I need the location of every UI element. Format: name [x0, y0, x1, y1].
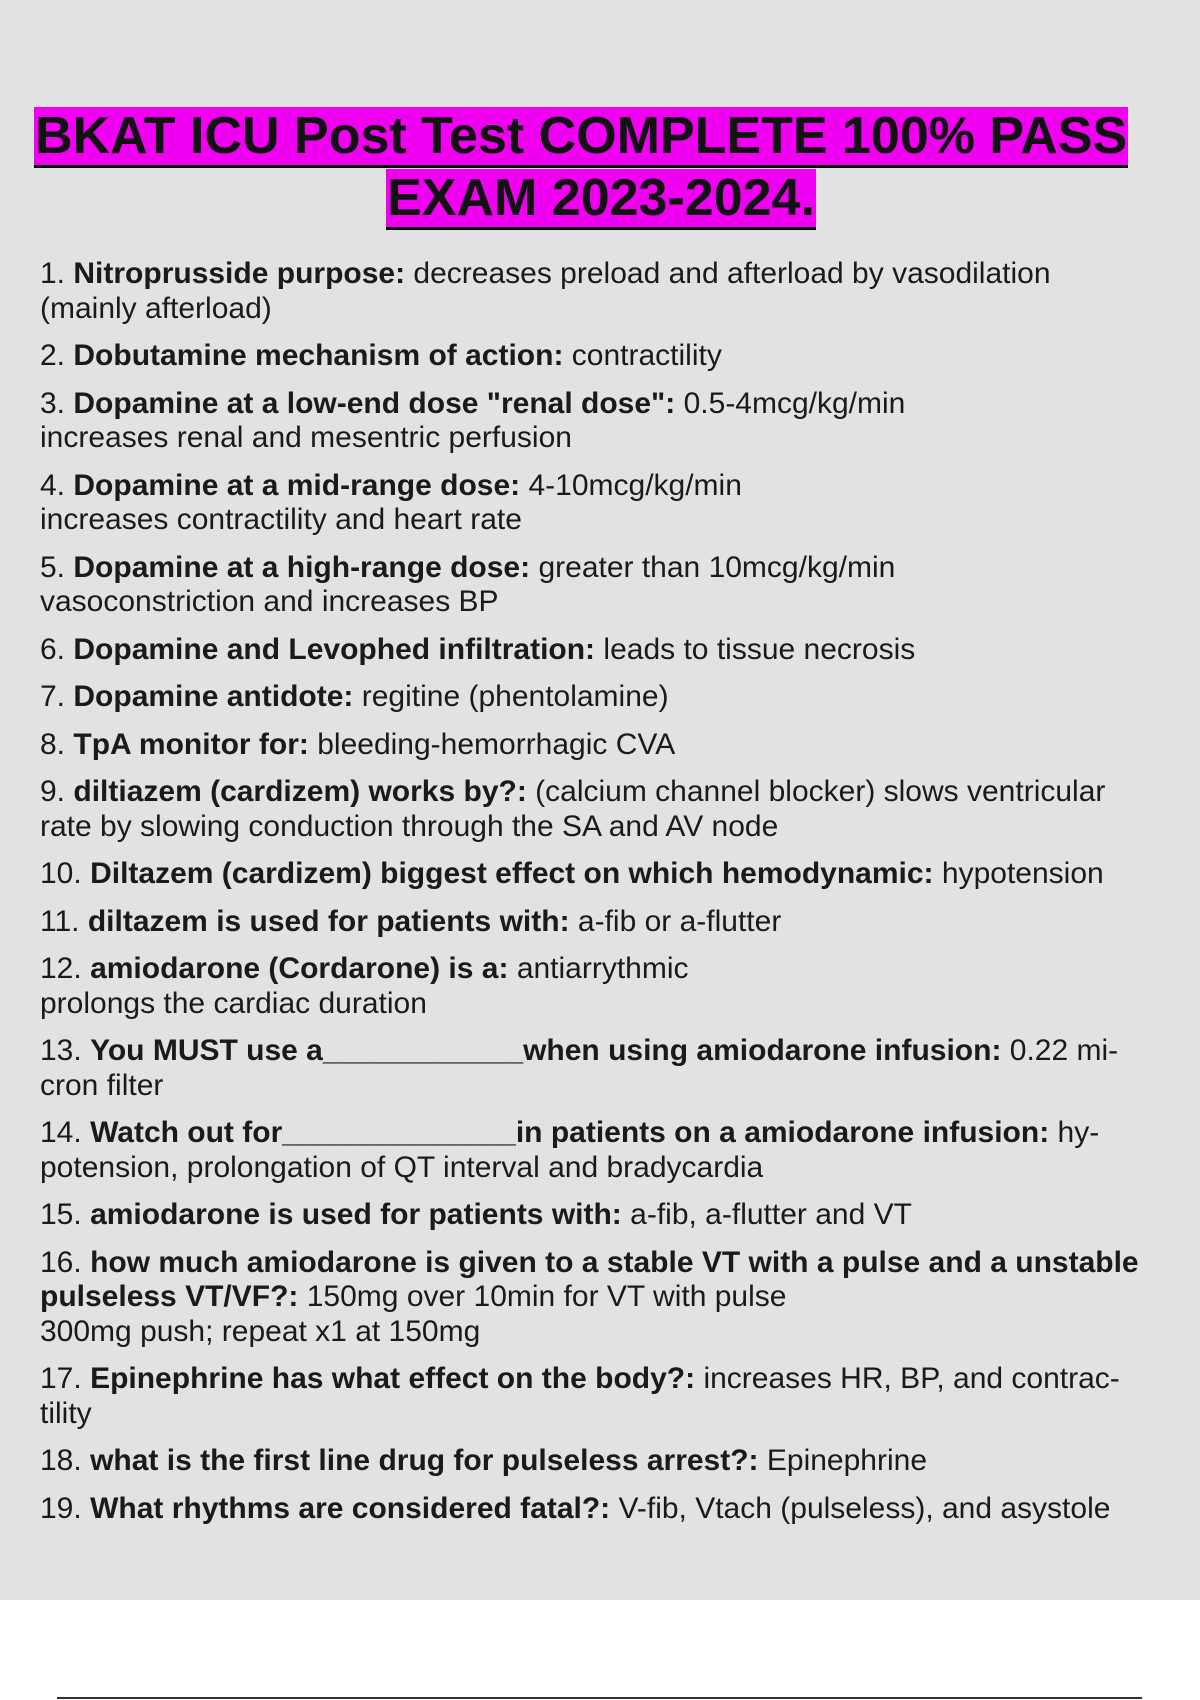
question-item [40, 952, 1200, 1021]
question-text: diltiazem (cardizem) works by?: [73, 775, 527, 808]
item-number: 6. [40, 632, 66, 666]
question-text: amiodarone (Cordarone) is a: [90, 952, 509, 985]
answer-text: contractility [571, 339, 722, 372]
question-item [40, 905, 1200, 940]
answer-text: 0.5-4mcg/kg/min increases renal and mesentric perfusion [40, 386, 906, 454]
title-line-2 [0, 167, 1200, 229]
question-item [40, 257, 1200, 326]
item-number: 12. [40, 952, 82, 985]
item-number: 17. [40, 1362, 82, 1395]
answer-text: (calcium channel blocker) slows ventricular rate by slowing conduction through the SA and AV node [40, 775, 1106, 843]
question-item [40, 469, 1200, 538]
question-text: what is the first line drug for pulseless arrest?: [90, 1444, 759, 1477]
question-item [40, 680, 1200, 715]
question-text: amiodarone is used for patients with: [90, 1198, 622, 1231]
question-text: Dopamine antidote: [73, 680, 354, 713]
item-number: 7. [40, 680, 66, 713]
question-item [40, 1198, 1200, 1233]
answer-text: hy- potension, prolongation of QT interval and bradycardia [40, 1116, 1100, 1184]
title-line-2-text: EXAM 2023-2024. [386, 169, 816, 230]
page-title [32, 105, 1200, 229]
answer-text: leads to tissue necrosis [603, 632, 916, 666]
question-item [40, 857, 1200, 892]
answer-text: V-fib, Vtach (pulseless), and asystole [618, 1491, 1111, 1525]
question-item [40, 1362, 1200, 1431]
item-number: 11. [40, 904, 80, 938]
question-item [40, 1116, 1200, 1185]
question-text: Dopamine and Levophed infiltration: [73, 632, 596, 666]
item-number: 15. [40, 1198, 82, 1231]
answer-text: 4-10mcg/kg/min increases contractility and heart rate [40, 468, 742, 536]
question-item [40, 1444, 1200, 1479]
answer-text: hypotension [941, 857, 1104, 890]
question-list [40, 257, 1200, 1539]
item-number: 14. [40, 1116, 82, 1149]
question-text: Watch out for______________in patients on a amiodarone infusion: [90, 1116, 1050, 1149]
page-divider [57, 1697, 1142, 1699]
question-text: Dopamine at a low-end dose "renal dose": [73, 386, 676, 420]
item-number: 1. [40, 257, 66, 290]
question-text: diltazem is used for patients with: [87, 904, 570, 938]
question-text: You MUST use a____________when using amiodarone infusion: [90, 1034, 1002, 1067]
item-number: 5. [40, 550, 66, 584]
answer-text: Epinephrine [766, 1444, 928, 1477]
question-text: Dopamine at a high-range dose: [73, 550, 531, 584]
item-number: 19. [40, 1491, 82, 1525]
title-line-1-text: BKAT ICU Post Test COMPLETE 100% PASS [34, 107, 1128, 168]
question-item [40, 633, 1200, 668]
question-text: how much amiodarone is given to a stable VT with a pulse and a unstable pulseless VT/VF?: [40, 1245, 1139, 1313]
item-number: 4. [40, 468, 66, 502]
question-text: Dopamine at a mid-range dose: [73, 468, 521, 502]
answer-text: a-fib, a-flutter and VT [630, 1198, 912, 1231]
question-item [40, 775, 1200, 844]
answer-text: antiarrythmic prolongs the cardiac duration [40, 952, 689, 1020]
answer-text: increases HR, BP, and contrac- tility [40, 1362, 1120, 1430]
question-item [40, 1246, 1200, 1350]
question-item [40, 339, 1200, 374]
item-number: 10. [40, 857, 82, 890]
answer-text: regitine (phentolamine) [361, 680, 669, 713]
question-text: TpA monitor for: [73, 727, 309, 761]
question-text: Epinephrine has what effect on the body?: [90, 1362, 696, 1395]
item-number: 8. [40, 727, 66, 761]
item-number: 16. [40, 1245, 82, 1279]
answer-text: a-fib or a-flutter [577, 904, 782, 938]
item-number: 9. [40, 775, 66, 808]
question-text: Diltazem (cardizem) biggest effect on which hemodynamic: [90, 857, 934, 890]
answer-text: greater than 10mcg/kg/min vasoconstriction and increases BP [40, 550, 896, 618]
item-number: 18. [40, 1444, 82, 1477]
question-text: Nitroprusside purpose: [73, 257, 406, 290]
answer-text: decreases preload and afterload by vasodilation (mainly afterload) [40, 257, 1051, 325]
item-number: 3. [40, 386, 66, 420]
question-item [40, 387, 1200, 456]
answer-text: 150mg over 10min for VT with pulse 300mg push; repeat x1 at 150mg [40, 1280, 787, 1348]
item-number: 2. [40, 339, 66, 372]
question-text: What rhythms are considered fatal?: [90, 1491, 611, 1525]
question-item [40, 1492, 1200, 1527]
item-number: 13. [40, 1034, 82, 1067]
question-text: Dobutamine mechanism of action: [73, 339, 564, 372]
title-line-1 [34, 105, 1200, 167]
question-item [40, 728, 1200, 763]
question-item [40, 1034, 1200, 1103]
question-item [40, 551, 1200, 620]
answer-text: 0.22 mi- cron filter [40, 1034, 1119, 1102]
answer-text: bleeding-hemorrhagic CVA [317, 727, 676, 761]
